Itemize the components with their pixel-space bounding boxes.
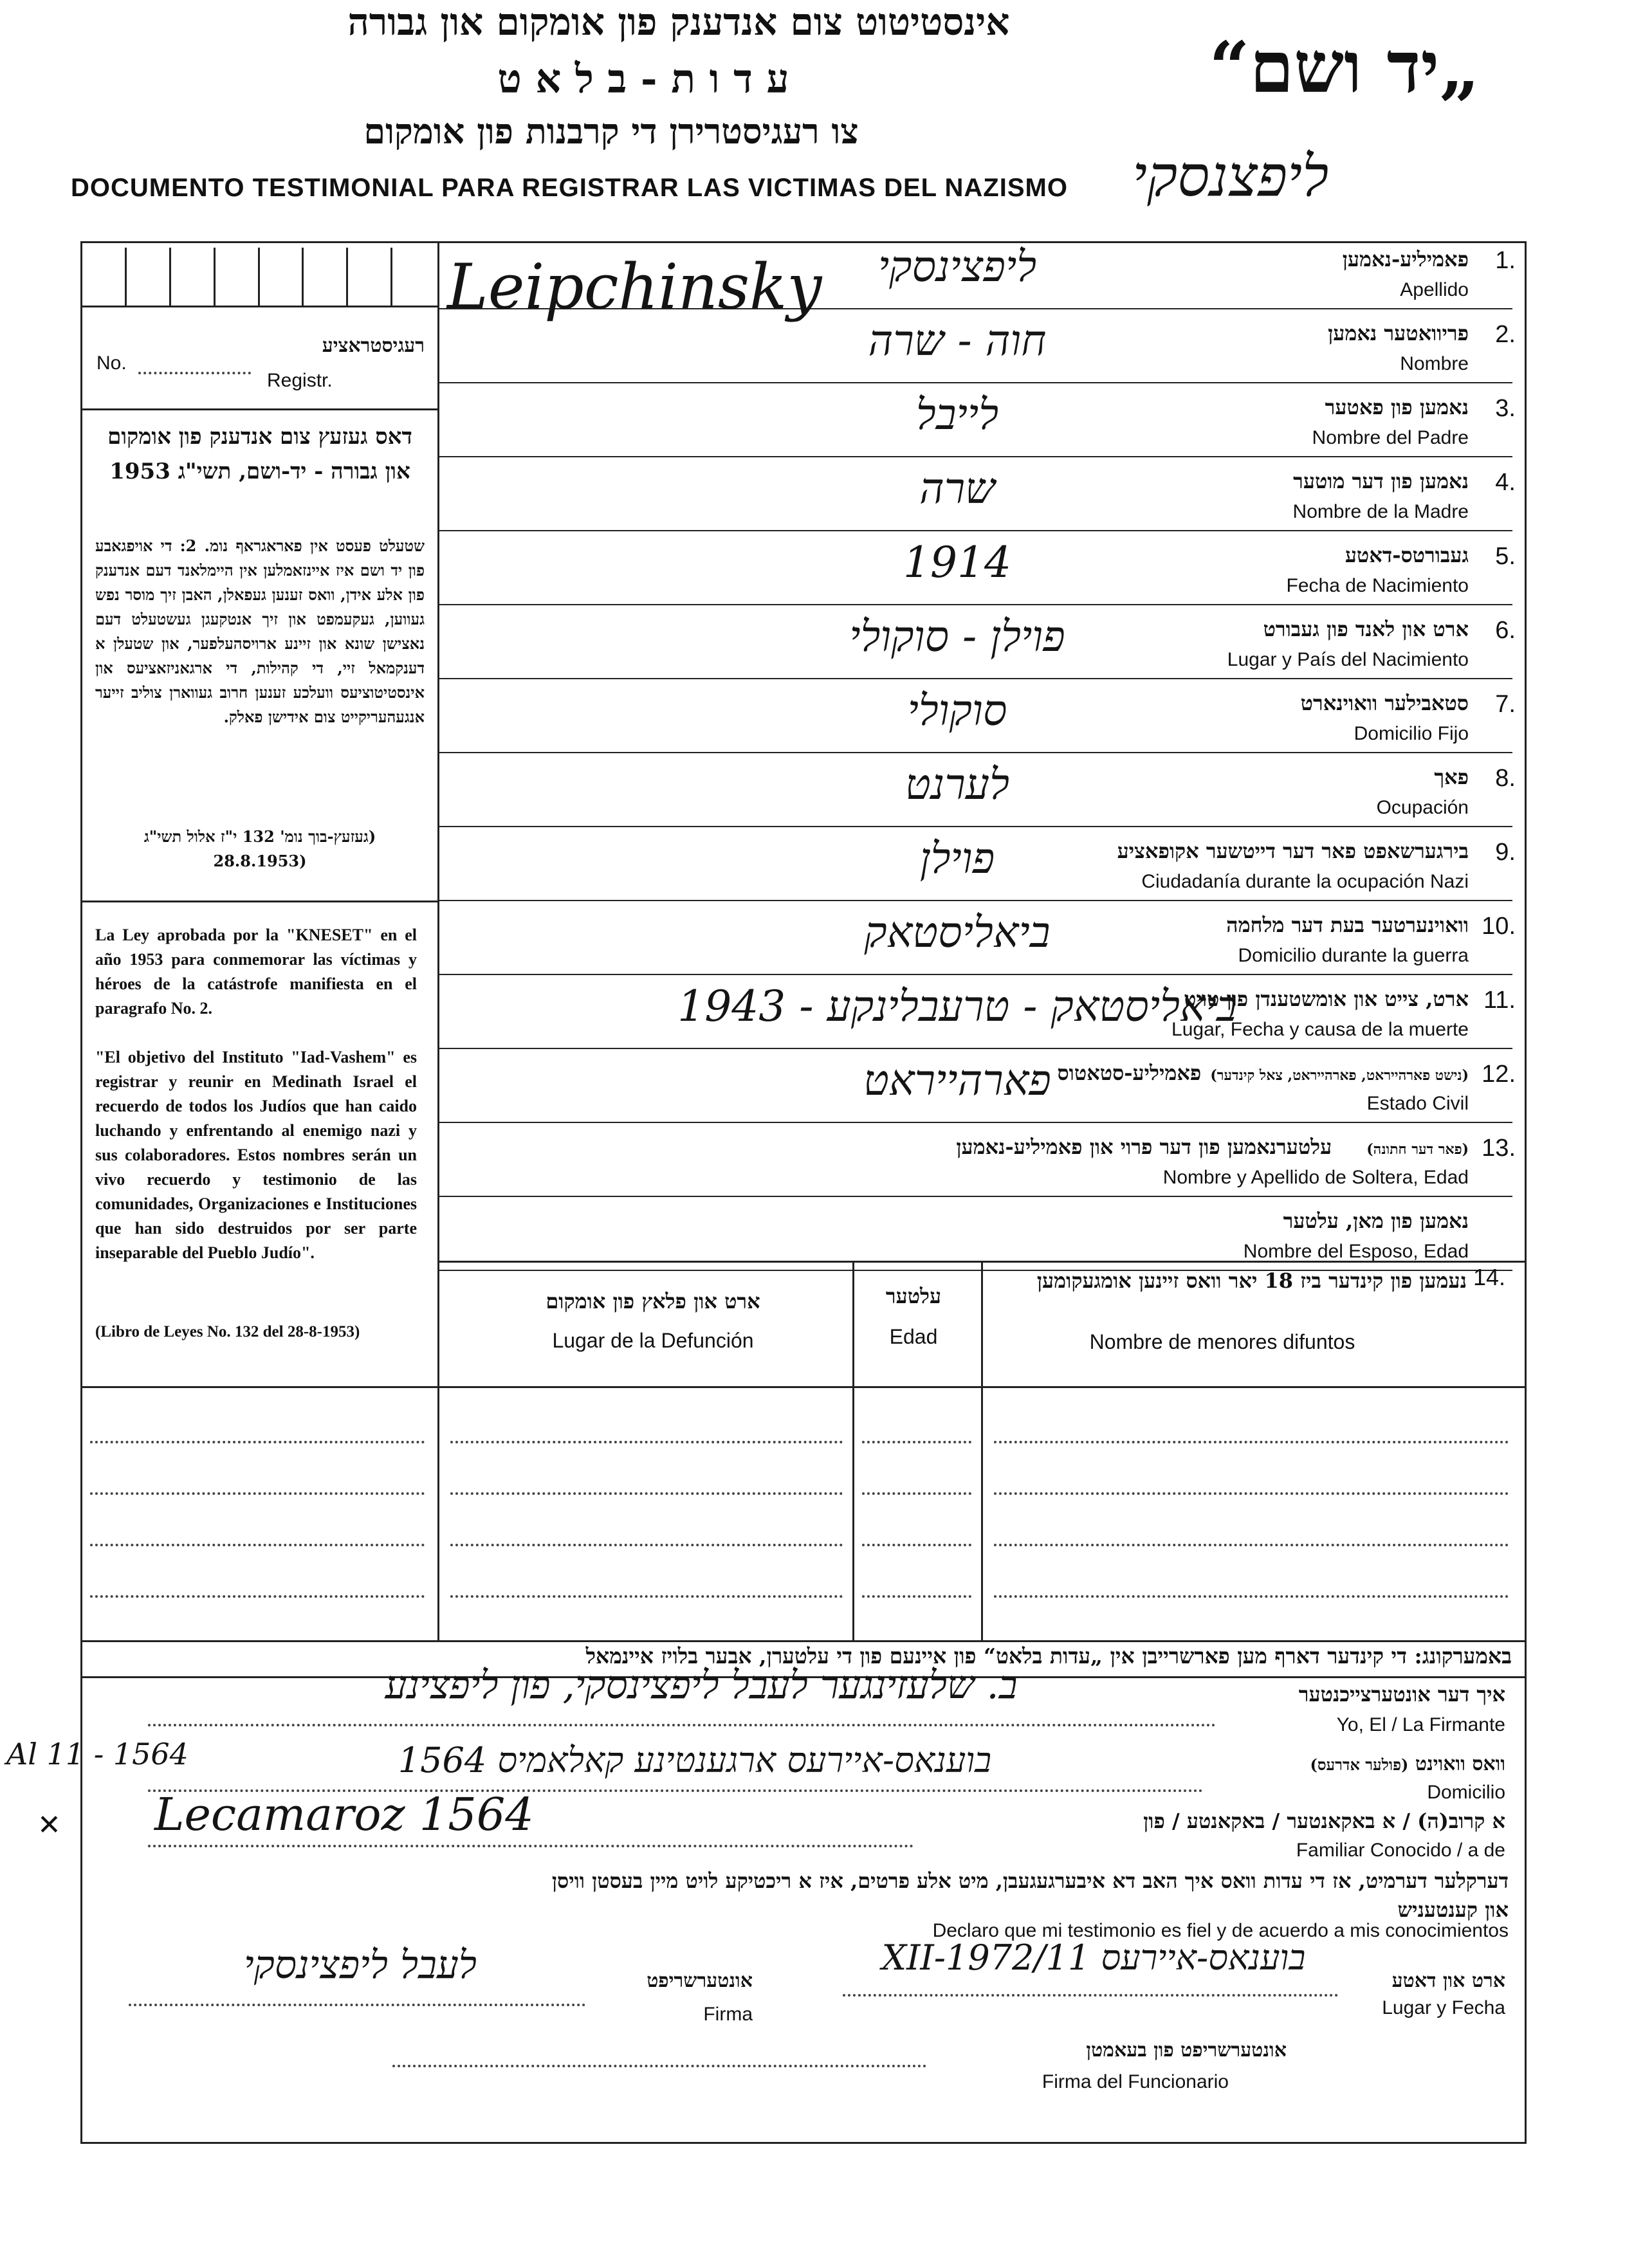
field-number: 13. bbox=[1482, 1135, 1516, 1162]
margin-note: Al 11 - 1564 bbox=[6, 1737, 188, 1771]
field-value: ביאליסטאק bbox=[864, 908, 1051, 957]
field-underline bbox=[439, 678, 1512, 679]
child-row-line bbox=[450, 1544, 843, 1546]
field-row bbox=[439, 466, 1523, 540]
field-note-he: (פאר דער חתונה) bbox=[1366, 1141, 1469, 1158]
field-underline bbox=[439, 530, 1512, 531]
field-label-he bbox=[1343, 247, 1469, 271]
signature-es: Firma bbox=[703, 2004, 753, 2025]
registration-boxes-bottom bbox=[82, 306, 437, 307]
field-underline bbox=[439, 974, 1512, 975]
child-row-line bbox=[862, 1544, 971, 1546]
relative-value: Lecamaroz 1564 bbox=[154, 1788, 534, 1841]
field-label-he bbox=[1283, 1209, 1469, 1233]
field-row bbox=[439, 1058, 1523, 1132]
field-label-es: Domicilio durante la guerra bbox=[1238, 945, 1469, 966]
field-number: 8. bbox=[1495, 765, 1516, 792]
field-label-es: Nombre y Apellido de Soltera, Edad bbox=[1162, 1167, 1469, 1188]
children-age-he: עלטער bbox=[885, 1284, 942, 1308]
children-place-es: Lugar de la Defunción bbox=[552, 1329, 754, 1352]
field-number: 1. bbox=[1495, 247, 1516, 274]
field-label-es: Estado Civil bbox=[1366, 1093, 1469, 1114]
child-row-line bbox=[862, 1595, 971, 1598]
child-row-line bbox=[994, 1492, 1509, 1495]
children-names-es: Nombre de menores difuntos bbox=[1089, 1330, 1355, 1353]
edut-line: ע ד ו ת - ב ל א ט bbox=[497, 55, 789, 102]
registration-he: רעגיסטראציע bbox=[322, 334, 425, 357]
field-label-he-text: נאמען פון דער מוטער bbox=[1293, 469, 1469, 493]
registration-no-dots bbox=[138, 372, 251, 374]
law-es-2: "El objetivo del Instituto "Iad-Vashem" es registrar y reunir en Medinath Israel el recuerdo de todos los Judíos que han caido luchando y enfrentando al enemigo nazi y sus colaboradores. Estos nombres serán un vivo recuerdo y testimonio de las comunidades, Organizaciones e Instituciones que han sido destruidos por ser parte inseparable del Pueblo Judío". bbox=[95, 1048, 417, 1262]
children-note: באמערקונג: די קינדער דארף מען פארשרייבן אין „עדות בלאט“ פון איינעם פון די עלטערן, אבער בלויז איינמאל bbox=[585, 1643, 1512, 1669]
child-row-line bbox=[994, 1441, 1509, 1443]
registration-divider bbox=[82, 408, 437, 410]
field-number: 2. bbox=[1495, 321, 1516, 348]
field-underline bbox=[439, 382, 1512, 383]
child-row-line bbox=[994, 1595, 1509, 1598]
signer-he: איך דער אונטערצייכנטער bbox=[1298, 1682, 1505, 1706]
field-value: 1914 bbox=[903, 538, 1011, 587]
institute-line: אינסטיטוט צום אנדענק פון אומקום און גבורה bbox=[347, 0, 1010, 44]
field-number: 3. bbox=[1495, 395, 1516, 422]
child-row-line bbox=[994, 1544, 1509, 1546]
field-value: פוילן bbox=[919, 834, 995, 883]
field-number: 4. bbox=[1495, 469, 1516, 496]
field-label-he bbox=[1301, 691, 1469, 715]
address-es: Domicilio bbox=[1427, 1782, 1505, 1803]
children-col-place bbox=[437, 1261, 439, 1640]
field-label-he-text: פאך bbox=[1434, 765, 1469, 789]
field-label-he bbox=[1345, 543, 1469, 567]
child-row-line bbox=[450, 1441, 843, 1443]
field-label-he-text: נאמען פון פאטער bbox=[1325, 395, 1469, 419]
address-he-note: (פולער אדרעס) bbox=[1310, 1755, 1409, 1774]
field-row bbox=[439, 984, 1523, 1058]
field-value: סוקולי bbox=[907, 686, 1007, 735]
field-value: פוילן - סוקולי bbox=[849, 612, 1065, 661]
field-value: לייבל bbox=[915, 390, 999, 439]
field-value: חוה - שרה bbox=[868, 316, 1047, 365]
child-row-line bbox=[862, 1441, 971, 1443]
field-label-he-text: פאמיליע-סטאטוס bbox=[1057, 1061, 1202, 1085]
field-label-es: Nombre del Esposo, Edad bbox=[1243, 1241, 1469, 1262]
field-age-he: עלטער bbox=[1276, 1135, 1332, 1159]
field-label-he-text: פריוואטער נאמען bbox=[1328, 321, 1469, 345]
official-dots bbox=[392, 2065, 926, 2067]
field-number: 10. bbox=[1482, 913, 1516, 940]
children-age-es: Edad bbox=[889, 1325, 938, 1348]
field-label-he-text: ארט, צייט און אומשטענדן פון טויט bbox=[1184, 987, 1469, 1011]
field-underline bbox=[439, 1196, 1512, 1197]
field-label-es: Nombre del Padre bbox=[1312, 427, 1469, 448]
field-underline bbox=[439, 1048, 1512, 1049]
field-value: לערנט bbox=[905, 760, 1009, 809]
declaration-es: Declaro que mi testimonio es fiel y de acuerdo a mis conocimientos bbox=[932, 1920, 1509, 1941]
frame-left bbox=[80, 241, 82, 2142]
field-underline bbox=[439, 900, 1512, 901]
field-row bbox=[439, 614, 1523, 688]
field-row bbox=[439, 688, 1523, 762]
field-label-es: Nombre bbox=[1400, 353, 1469, 374]
child-row-line bbox=[90, 1595, 425, 1598]
field-label-es: Ciudadanía durante la ocupación Nazi bbox=[1141, 871, 1469, 892]
address-value: בוענאס-איירעס ארגענטינע קאלאמיס 1564 bbox=[398, 1740, 992, 1780]
declaration-he-1: דערקלער דערמיט, אז די עדות וואס איך האב דא איבערגעגעבן, מיט אלע פרטים, איז א ריכטיקע לויט מיין בעסטן וויסן bbox=[551, 1869, 1509, 1893]
field-row bbox=[439, 762, 1523, 836]
field-label-he-text: נאמען פון דער פרוי און פאמיליע-נאמען bbox=[956, 1135, 1277, 1159]
registration-boxes bbox=[82, 248, 435, 306]
field-label-es: Apellido bbox=[1400, 279, 1469, 300]
children-num: 14. bbox=[1473, 1264, 1506, 1290]
field-label-he-text: ארט און לאנד פון געבורט bbox=[1263, 617, 1469, 641]
children-col-age-right bbox=[981, 1261, 983, 1640]
child-row-line bbox=[90, 1492, 425, 1495]
field-label-he bbox=[1263, 617, 1469, 641]
field-label-he-text: פאמיליע-נאמען bbox=[1342, 247, 1469, 271]
field-row bbox=[439, 318, 1523, 392]
signature-dots bbox=[129, 2004, 585, 2006]
law-ref-he: (געזעץ-בוך נומ' 132 י"ז אלול תשי"ג (28.8.1953 bbox=[143, 827, 376, 870]
field-underline bbox=[439, 826, 1512, 827]
registration-no-label: No. bbox=[96, 352, 127, 374]
official-he: אונטערשריפט פון בעאמטן bbox=[1086, 2039, 1287, 2062]
children-header-bottom bbox=[82, 1386, 1525, 1388]
register-line: צו רעגיסטרירן די קרבנות פון אומקום bbox=[363, 111, 859, 152]
signature-he: אונטערשריפט bbox=[647, 1970, 753, 1992]
law-body-he: שטעלט פעסט אין פאראגראף נומ. 2: די אויפגאבע פון יד ושם איז איינזאמלען אין היימלאנד דעם אנדענק פון אלע אידן, וואס זענען געפאלן, האבן זיך מוסר נפש געווען, געקעמפט און זיך אנטקעגן געשטעלט דעם נאצישן שונא און זיינע ארויסהעלפער, און שטעלן א דענקמאל זיי, די קהילות, די ארגאניזאציעס און אינסטיטוציעס וועלכע זענען חרוב געווארן צוליב זייער אנגעהעריקייט צום אידישן פאלק. bbox=[95, 536, 425, 726]
signature-value: לעבל ליפצינסקי bbox=[244, 1943, 477, 1988]
law-ref-es: (Libro de Leyes No. 132 del 28-8-1953) bbox=[95, 1323, 360, 1340]
registration-es: Registr. bbox=[267, 370, 333, 391]
child-row-line bbox=[862, 1492, 971, 1495]
field-number: 11. bbox=[1483, 987, 1516, 1014]
place-date-dots bbox=[843, 1994, 1338, 1997]
children-names-he: נעמען פון קינדער ביז 18 יאר וואס זיינען אומגעקומען bbox=[1036, 1268, 1467, 1293]
field-underline bbox=[439, 1122, 1512, 1123]
yad-vashem-logo: „יד ושם“ bbox=[1209, 26, 1480, 109]
field-row bbox=[439, 540, 1523, 614]
field-value: פארהייראט bbox=[863, 1056, 1051, 1105]
field-value: ביאליסטאק - טרעבלינקע - 1943 bbox=[677, 982, 1237, 1031]
field-value: ליפצינסקי bbox=[877, 242, 1037, 291]
children-col-age-left bbox=[852, 1261, 854, 1640]
field-label-he-text: נאמען פון מאן, עלטער bbox=[1283, 1209, 1469, 1233]
field-label-he-text: געבורטס-דאטע bbox=[1345, 543, 1469, 567]
field-note-he: (נישט פארהייראט, פארהייראט, צאל קינדער) bbox=[1210, 1067, 1469, 1084]
field-number: 6. bbox=[1495, 617, 1516, 644]
field-label-es: Lugar, Fecha y causa de la muerte bbox=[1171, 1019, 1469, 1040]
field-label-he-text: בירגערשאפט פאר דער דייטשער אקופאציע bbox=[1117, 839, 1469, 863]
field-label-he bbox=[1226, 913, 1469, 937]
children-table-bottom bbox=[82, 1640, 1525, 1642]
field-label-he bbox=[1434, 765, 1469, 789]
field-label-he-text: סטאבילער וואוינארט bbox=[1300, 691, 1469, 715]
field-value: שרה bbox=[919, 464, 995, 513]
field-label-es: Nombre de la Madre bbox=[1292, 501, 1469, 522]
child-row-line bbox=[90, 1441, 425, 1443]
relative-es: Familiar Conocido / a de bbox=[1296, 1840, 1505, 1861]
child-row-line bbox=[450, 1492, 843, 1495]
sidebar-section-divider bbox=[82, 901, 437, 902]
field-label-es: Fecha de Nacimiento bbox=[1286, 575, 1469, 596]
frame-bottom bbox=[80, 2142, 1527, 2144]
field-underline bbox=[439, 604, 1512, 605]
children-place-he: ארט און פלאץ פון אומקום bbox=[546, 1289, 760, 1313]
address-he bbox=[1209, 1753, 1505, 1775]
signer-value: ב. שלעזינגער לעבל ליפצינסקי, פון ליפצינע bbox=[385, 1663, 1018, 1708]
signer-es: Yo, El / La Firmante bbox=[1336, 1714, 1505, 1735]
signer-dots bbox=[148, 1724, 1216, 1726]
field-row bbox=[439, 910, 1523, 984]
field-number: 12. bbox=[1482, 1061, 1516, 1088]
field-row bbox=[439, 392, 1523, 466]
child-row-line bbox=[90, 1544, 425, 1546]
address-he-label: וואס וואוינט bbox=[1415, 1753, 1505, 1775]
field-label-he bbox=[1328, 321, 1469, 345]
field-row bbox=[439, 1132, 1523, 1206]
field-label-es: Lugar y País del Nacimiento bbox=[1227, 649, 1469, 670]
surname-latin-value: Leipchinsky bbox=[447, 251, 822, 323]
field-number: 5. bbox=[1495, 543, 1516, 570]
field-label-he bbox=[956, 1135, 1469, 1159]
place-date-es: Lugar y Fecha bbox=[1382, 1997, 1505, 2018]
field-underline bbox=[439, 752, 1512, 753]
field-label-es: Ocupación bbox=[1376, 797, 1469, 818]
place-date-he: ארט און דאטע bbox=[1391, 1970, 1505, 1992]
frame-right bbox=[1525, 241, 1527, 2142]
field-number: 7. bbox=[1495, 691, 1516, 718]
law-heading-he: דאס געזעץ צום אנדענק פון אומקום און גבורה - יד-ושם, תשי"ג 1953 bbox=[107, 424, 412, 484]
law-es-1: La Ley aprobada por la "KNESET" en el año 1953 para conmemorar las víctimas y héroes de la catástrofe manifiesta en el paragrafo No. 2. bbox=[95, 926, 417, 1018]
field-number: 9. bbox=[1495, 839, 1516, 866]
field-label-he bbox=[1325, 395, 1469, 419]
child-row-line bbox=[450, 1595, 843, 1598]
official-es: Firma del Funcionario bbox=[1042, 2071, 1229, 2092]
field-row bbox=[439, 836, 1523, 910]
field-label-he-text: וואוינערטער בעת דער מלחמה bbox=[1226, 913, 1469, 937]
declaration-he-2: און קענטעניש bbox=[1397, 1898, 1509, 1922]
margin-cross-mark: ✕ bbox=[37, 1809, 61, 1842]
field-underline bbox=[439, 456, 1512, 457]
relative-dots bbox=[148, 1845, 913, 1847]
place-date-value: בוענאס-איירעס 11/XII-1972 bbox=[881, 1937, 1306, 1978]
field-label-es: Domicilio Fijo bbox=[1354, 723, 1469, 744]
handwritten-surname-top: ליפצנסקי bbox=[1132, 143, 1329, 209]
relative-he: א קרוב(ה) / א באקאנטער / באקאנטע / פון bbox=[1143, 1809, 1505, 1833]
form-title: DOCUMENTO TESTIMONIAL PARA REGISTRAR LAS VICTIMAS DEL NAZISMO bbox=[71, 174, 1068, 202]
field-label-he bbox=[1293, 469, 1469, 493]
